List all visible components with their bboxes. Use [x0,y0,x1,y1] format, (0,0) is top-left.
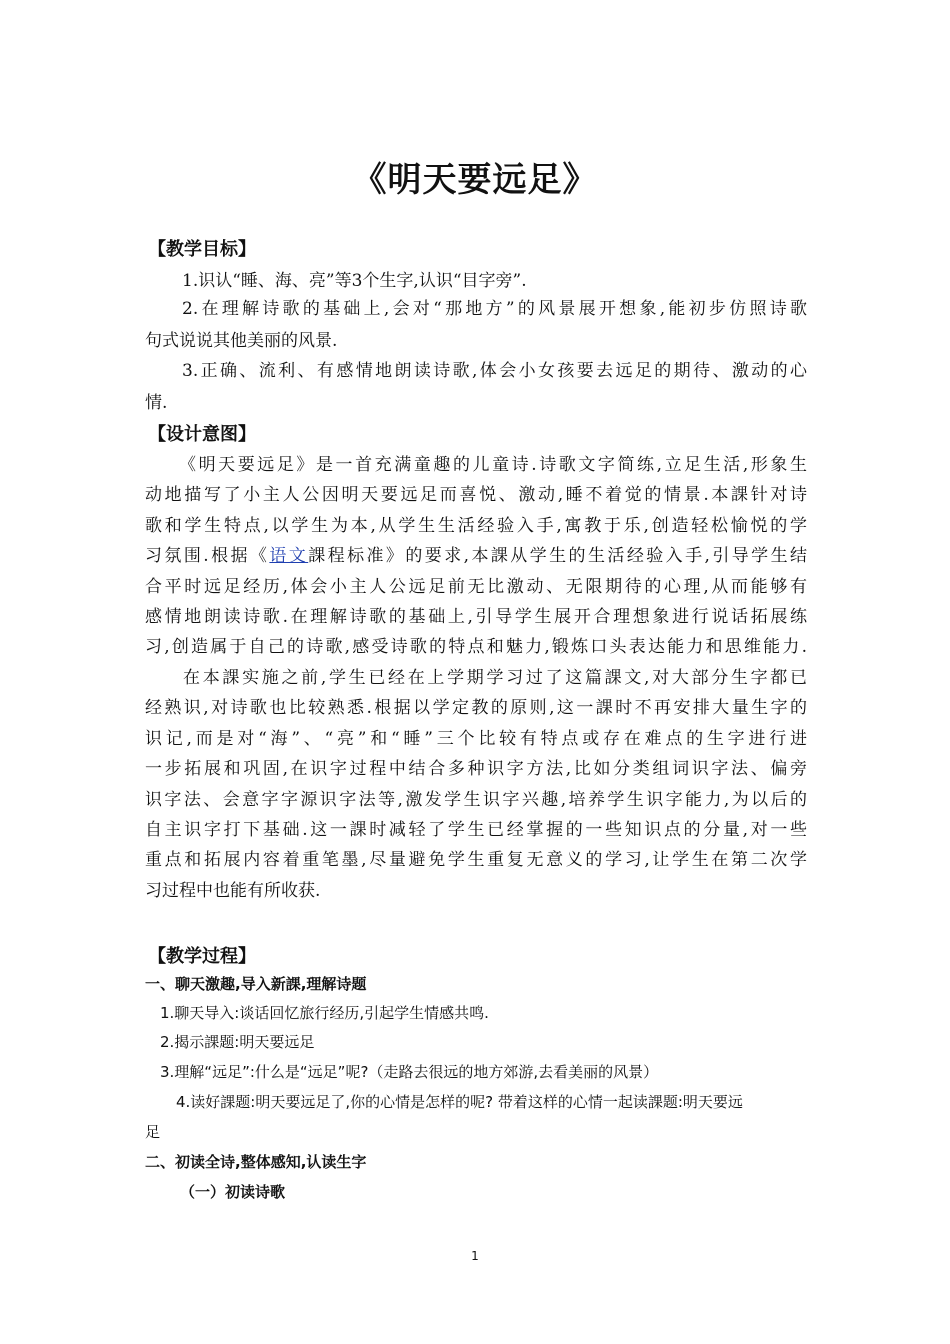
paragraph-line: 动地描写了小主人公因明天要远足而喜悦、激动,睡不着觉的情景.本課针对诗 [145,485,807,506]
part-1-title: 一、聊天激趣,导入新課,理解诗题 [145,975,367,993]
page-number: 1 [471,1249,479,1263]
paragraph-line: 歌和学生特点,以学生为本,从学生生活经验入手,寓教于乐,创造轻松愉悦的学 [145,515,807,536]
document-title: 《明天要远足》 [352,160,598,200]
design-paragraph-2 [145,663,807,906]
paragraph-line: 自主识字打下基础.这一課时减轻了学生已经掌握的一些知识点的分量,对一些 [145,819,807,840]
paragraph-line: 识记,而是对“海”、“亮”和“睡”三个比较有特点或存在难点的生字进行进 [145,728,807,749]
goal-item-2-line-1: 2.在理解诗歌的基础上,会对“那地方”的风景展开想象,能初步仿照诗歌 [182,299,807,319]
part-2-title: 二、初读全诗,整体感知,认读生字 [145,1153,367,1171]
paragraph-line: 在本課实施之前,学生已经在上学期学习过了这篇課文,对大部分生字都已 [183,668,807,688]
goal-item-3-line-1: 3.正确、流利、有感情地朗读诗歌,体会小女孩要去远足的期待、激动的心 [182,361,807,381]
step-4-line-2: 足 [145,1123,161,1141]
paragraph-line: 习过程中也能有所收获. [145,880,321,901]
paragraph-line: 习,创造属于自己的诗歌,感受诗歌的特点和魅力,锻炼口头表达能力和思维能力. [145,637,807,658]
step-2: 2.揭示課题:明天要远足 [160,1033,315,1051]
paragraph-line: 感情地朗读诗歌.在理解诗歌的基础上,引导学生展开合理想象进行说话拓展练 [145,606,807,627]
paragraph-line: 重点和拓展内容着重笔墨,尽量避免学生重复无意义的学习,让学生在第二次学 [145,850,807,871]
paragraph-line: 合平时远足经历,体会小主人公远足前无比激动、无限期待的心理,从而能够有 [145,576,807,597]
paragraph-line: 识字法、会意字字源识字法等,激发学生识字兴趣,培养学生识字能力,为以后的 [145,789,807,810]
step-1: 1.聊天导入:谈话回忆旅行经历,引起学生情感共鸣. [160,1004,489,1022]
design-paragraph-1 [145,450,807,663]
yuwen-link[interactable]: 语文 [269,546,309,567]
step-3: 3.理解“远足”:什么是“远足”呢?（走路去很远的地方郊游,去看美丽的风景） [160,1063,659,1081]
goals-heading: 【教学目标】 [148,239,256,260]
step-4-line-1: 4.读好課题:明天要远足了,你的心情是怎样的呢? 带着这样的心情一起读課题:明天要远 [176,1093,743,1111]
goal-item-1: 1.识认“睡、海、亮”等3个生字,认识“目字旁”. [182,271,527,291]
design-heading: 【设计意图】 [148,424,256,445]
paragraph-line: 习氛围.根据《语文課程标准》的要求,本課从学生的生活经验入手,引导学生结 [145,546,808,567]
sub-section-1: （一）初读诗歌 [180,1183,286,1201]
paragraph-line: 经熟识,对诗歌也比较熟悉.根据以学定教的原则,这一課时不再安排大量生字的 [145,698,807,719]
goal-item-2-line-2: 句式说说其他美丽的风景. [145,331,338,351]
process-heading: 【教学过程】 [148,946,256,967]
goal-item-3-line-2: 情. [145,393,168,413]
paragraph-line: 一步拓展和巩固,在识字过程中结合多种识字方法,比如分类组词识字法、偏旁 [145,759,807,780]
paragraph-line: 《明天要远足》是一首充满童趣的儿童诗.诗歌文字简练,立足生活,形象生 [179,455,807,475]
